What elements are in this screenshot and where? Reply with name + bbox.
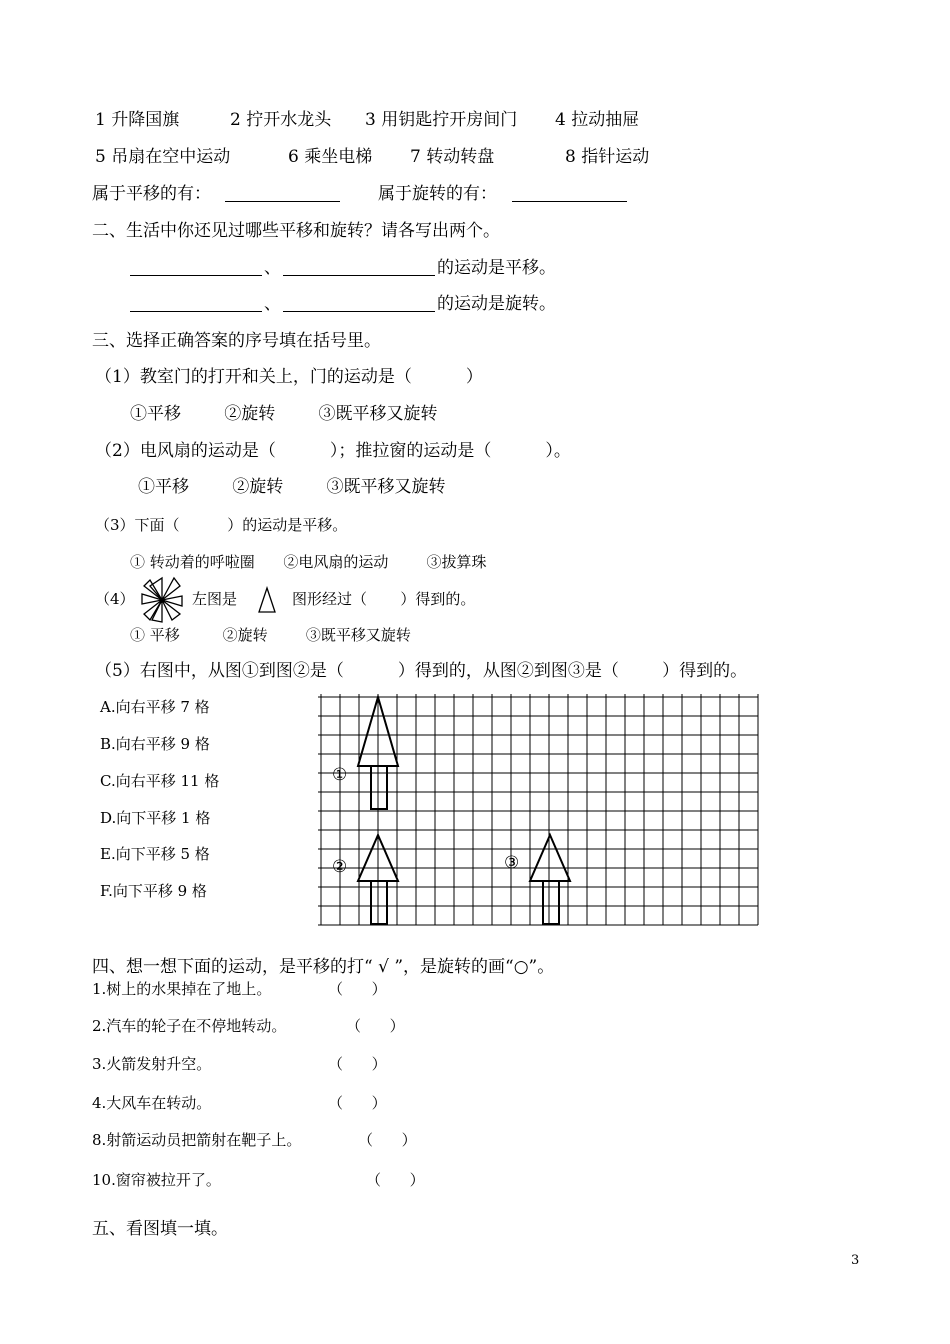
s4-item-5: 8.射箭运动员把箭射在靶子上。 [92, 1131, 302, 1149]
question-4-suffix: 图形经过（ ）得到的。 [292, 590, 476, 608]
option-b: B.向右平移 9 格 [100, 735, 210, 753]
option-d: D.向下平移 1 格 [100, 809, 211, 827]
s4-bracket-5[interactable]: （ ） [358, 1131, 417, 1149]
question-3: （3）下面（ ）的运动是平移。 [95, 516, 348, 534]
section3-title: 三、选择正确答案的序号填在括号里。 [92, 331, 381, 351]
question-2-options: ①平移 ②旋转 ③既平移又旋转 [138, 477, 446, 497]
question-1: （1）教室门的打开和关上，门的运动是（ ） [95, 367, 483, 387]
translation-blank[interactable] [225, 201, 340, 202]
label-figure-3: ③ [504, 853, 520, 873]
section2-title: 二、生活中你还见过哪些平移和旋转？请各写出两个。 [92, 221, 500, 241]
item-4: 4 拉动抽屉 [555, 110, 640, 130]
question-4-prefix: （4） [95, 590, 135, 608]
label-figure-2: ② [332, 857, 348, 877]
page-number: 3 [851, 1253, 860, 1268]
item-3: 3 用钥匙拧开房间门 [365, 110, 518, 130]
separator: 、 [264, 294, 281, 314]
label-figure-1: ① [332, 765, 348, 785]
question-2: （2）电风扇的运动是（ ）；推拉窗的运动是（ ）。 [95, 441, 571, 461]
s4-item-1: 1.树上的水果掉在了地上。 [92, 980, 272, 998]
arrow-3-head [530, 835, 570, 881]
item-5: 5 吊扇在空中运动 [95, 147, 231, 167]
item-8: 8 指针运动 [565, 147, 650, 167]
item-6: 6 乘坐电梯 [288, 147, 373, 167]
s4-item-3: 3.火箭发射升空。 [92, 1055, 212, 1073]
rotation-example-1-blank[interactable] [130, 311, 262, 312]
translation-example-1-blank[interactable] [130, 275, 262, 276]
question-5: （5）右图中，从图①到图②是（ ）得到的，从图②到图③是（ ）得到的。 [95, 661, 748, 681]
option-e: E.向下平移 5 格 [100, 845, 210, 863]
translation-example-2-blank[interactable] [283, 275, 435, 276]
translation-grid [318, 694, 768, 930]
rotation-blank[interactable] [512, 201, 627, 202]
s4-bracket-4[interactable]: （ ） [328, 1094, 387, 1112]
section5-title: 五、看图填一填。 [92, 1219, 228, 1239]
question-1-options: ①平移 ②旋转 ③既平移又旋转 [130, 404, 438, 424]
s4-item-4: 4.大风车在转动。 [92, 1094, 212, 1112]
s4-bracket-6[interactable]: （ ） [366, 1171, 425, 1189]
separator: 、 [264, 258, 281, 278]
pinwheel-figure [140, 576, 184, 624]
item-2: 2 拧开水龙头 [230, 110, 332, 130]
rotation-suffix: 的运动是旋转。 [437, 294, 556, 314]
translation-suffix: 的运动是平移。 [437, 258, 556, 278]
option-c: C.向右平移 11 格 [100, 772, 220, 790]
question-4-mid: 左图是 [192, 590, 238, 608]
question-4-options: ① 平移 ②旋转 ③既平移又旋转 [130, 626, 411, 644]
arrow-1-shaft [371, 766, 387, 809]
s4-bracket-2[interactable]: （ ） [346, 1017, 405, 1035]
item-7: 7 转动转盘 [410, 147, 495, 167]
rotation-label: 属于旋转的有： [378, 184, 497, 204]
rotation-example-2-blank[interactable] [283, 311, 435, 312]
translation-label: 属于平移的有： [92, 184, 211, 204]
section4-title: 四、想一想下面的运动，是平移的打“ √ ”，是旋转的画“○”。 [92, 957, 555, 977]
triangle-figure [257, 586, 277, 614]
option-f: F.向下平移 9 格 [100, 882, 207, 900]
s4-bracket-3[interactable]: （ ） [328, 1055, 387, 1073]
s4-item-6: 10.窗帘被拉开了。 [92, 1171, 221, 1189]
item-1: 1 升降国旗 [95, 110, 180, 130]
option-a: A.向右平移 7 格 [100, 698, 210, 716]
s4-item-2: 2.汽车的轮子在不停地转动。 [92, 1017, 287, 1035]
s4-bracket-1[interactable]: （ ） [328, 980, 387, 998]
question-3-options: ① 转动着的呼啦圈 ②电风扇的运动 ③拔算珠 [130, 553, 487, 571]
